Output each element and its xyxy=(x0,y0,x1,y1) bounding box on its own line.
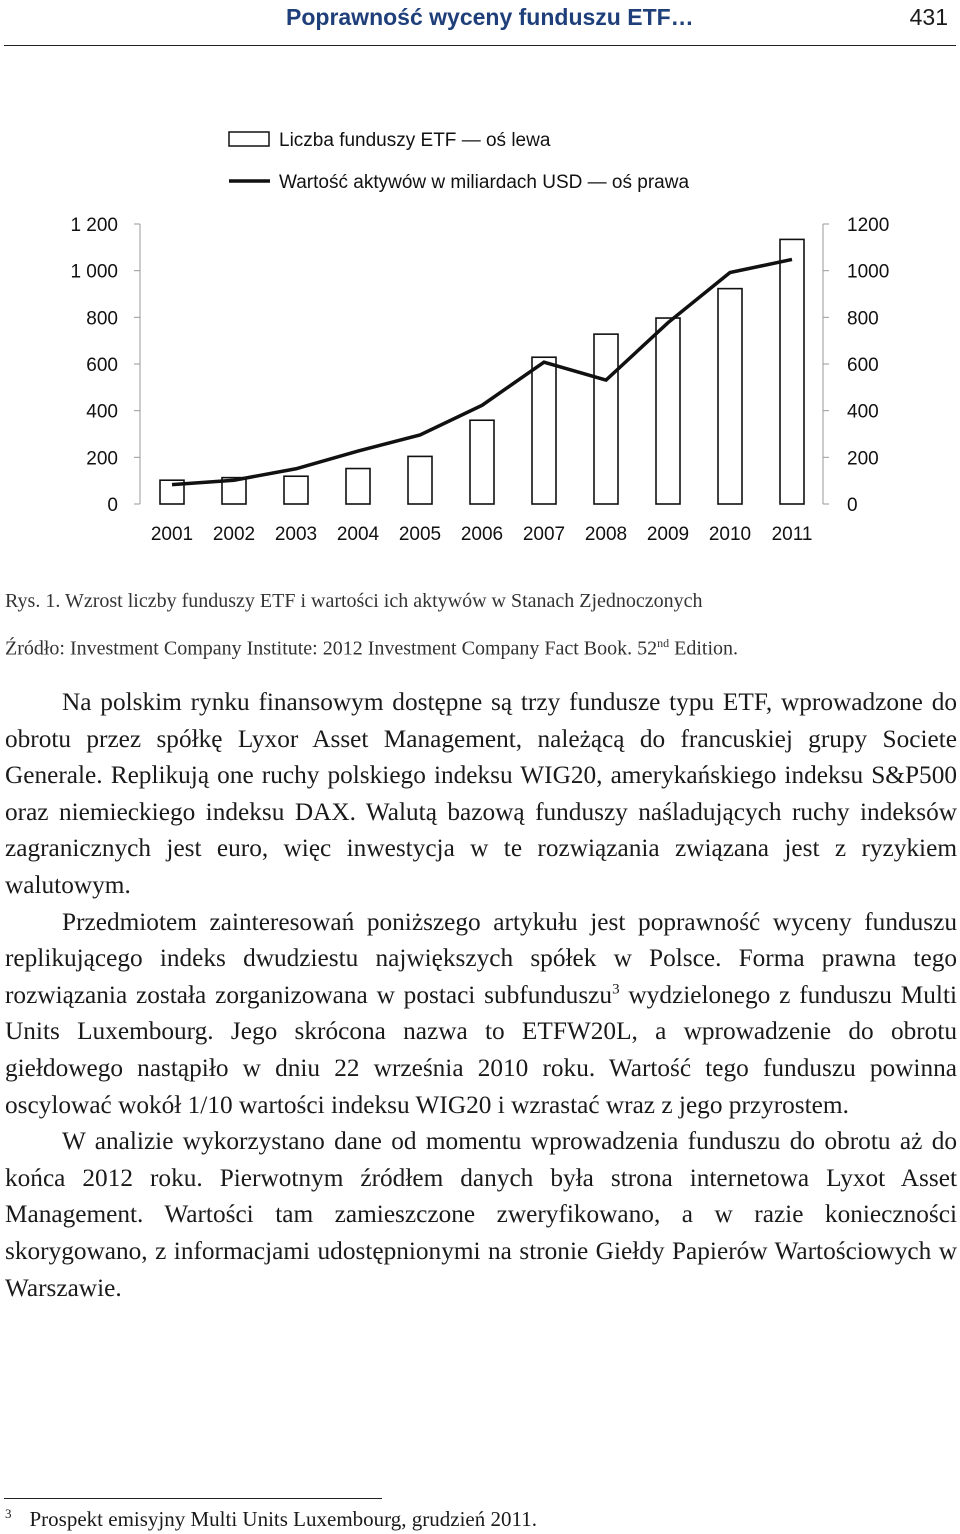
y-left-tick-label: 200 xyxy=(86,448,118,470)
running-title: Poprawność wyceny funduszu ETF… xyxy=(286,4,694,30)
y-left-tick-label: 400 xyxy=(86,401,118,423)
header-rule xyxy=(4,45,956,46)
body-text xyxy=(5,684,957,1306)
x-tick-label-2006: 2006 xyxy=(460,524,504,545)
y-right-tick-label: 1200 xyxy=(847,215,890,236)
footnote-marker: 3 xyxy=(5,1506,12,1521)
y-right-tick-label: 800 xyxy=(847,308,879,330)
legend-label-line: Wartość aktywów w miliardach USD — oś prawa xyxy=(279,172,690,193)
x-tick-label-2010: 2010 xyxy=(708,524,752,545)
page-number: 431 xyxy=(909,4,948,30)
x-tick-label-2007: 2007 xyxy=(522,524,566,545)
bar-2006 xyxy=(470,420,494,504)
y-right-tick-label: 1000 xyxy=(847,261,890,283)
chart-bars xyxy=(160,239,804,504)
bar-2011 xyxy=(780,239,804,504)
x-tick-labels xyxy=(151,524,813,545)
paragraph-2-part-a: Przedmiotem zainteresowań poniższego artykułu jest poprawność wyceny funduszu replikującego indeks dwudziestu największych spółek w Polsce. Forma prawna tego rozwiązania została zorganizowana w postaci subfunduszu xyxy=(5,907,957,1009)
bar-2008 xyxy=(594,334,618,504)
footnote xyxy=(5,1506,537,1532)
y-left-tick-label: 600 xyxy=(86,355,118,376)
x-tick-label-2002: 2002 xyxy=(212,524,256,545)
source-superscript: nd xyxy=(657,636,670,650)
paragraph-1: Na polskim rynku finansowym dostępne są trzy fundusze typu ETF, wprowadzone do obrotu przez spółkę Lyxor Asset Management, należącą do francuskiej grupy Societe Generale. Replikują one ruchy polskiego indeksu WIG20, amerykańskiego indeksu S&P500 oraz niemieckiego indeksu DAX. Walutą bazową funduszy naśladujących ruchy indeksów zagranicznych jest euro, więc inwestycja w te rozwiązania związana jest z ryzykiem walutowym. xyxy=(5,688,957,899)
y-left-tick-label: 1 200 xyxy=(70,215,118,236)
footnote-text: Prospekt emisyjny Multi Units Luxembourg, grudzień 2011. xyxy=(29,1507,537,1531)
y-right-tick-label: 400 xyxy=(847,401,879,423)
bar-2009 xyxy=(656,318,680,504)
bar-2005 xyxy=(408,456,432,504)
footnote-rule xyxy=(4,1498,382,1499)
y-left-tick-labels xyxy=(70,215,118,516)
legend-swatch-bars xyxy=(229,132,269,146)
x-tick-label-2005: 2005 xyxy=(398,524,442,545)
x-tick-label-2004: 2004 xyxy=(336,524,380,545)
paragraph-2 xyxy=(5,904,957,1124)
bar-2003 xyxy=(284,476,308,504)
y-left-tick-label: 1 000 xyxy=(70,261,118,283)
bar-2007 xyxy=(532,357,556,504)
figure-caption: Rys. 1. Wzrost liczby funduszy ETF i wartości ich aktywów w Stanach Zjednoczonych xyxy=(5,590,703,612)
y-right-tick-label: 200 xyxy=(847,448,879,470)
paragraph-2-part-b: wydzielonego z funduszu Multi Units Luxembourg. Jego skrócona nazwa to ETFW20L, a wprowadzenie do obrotu giełdowego nastąpiło w dniu 22 września 2010 roku. Wartość tego funduszu powinna oscylować wokół 1/10 wartości indeksu WIG20 i wzrastać wraz z jego przyrostem. xyxy=(5,980,958,1119)
y-left-tick-label: 0 xyxy=(107,495,118,516)
y-right-tick-label: 600 xyxy=(847,355,879,376)
y-right-tick-label: 0 xyxy=(847,495,858,516)
figure-source xyxy=(5,636,738,661)
x-tick-label-2003: 2003 xyxy=(274,524,318,545)
page-header xyxy=(0,0,960,46)
y-right-tick-labels xyxy=(847,215,889,516)
x-tick-label-2009: 2009 xyxy=(646,524,690,545)
etf-chart xyxy=(0,110,960,570)
source-suffix: Edition. xyxy=(669,637,739,660)
bar-2004 xyxy=(346,469,370,504)
chart-legend xyxy=(229,130,689,193)
footnote-ref: 3 xyxy=(612,981,620,998)
legend-label-bars: Liczba funduszy ETF — oś lewa xyxy=(279,130,551,151)
paragraph-3: W analizie wykorzystano dane od momentu wprowadzenia funduszu do obrotu aż do końca 2012 roku. Pierwotnym źródłem danych była strona internetowa Lyxot Asset Management. Wartości tam zamieszczone zweryfikowano, a w razie konieczności skorygowano, z informacjami udostępnionymi na stronie Giełdy Papierów Wartościowych w Warszawie. xyxy=(5,1127,957,1302)
bar-2010 xyxy=(718,289,742,504)
x-tick-label-2011: 2011 xyxy=(771,524,813,545)
y-left-tick-label: 800 xyxy=(86,308,118,330)
source-text: Źródło: Investment Company Institute: 2012 Investment Company Fact Book. 52 xyxy=(5,637,658,660)
x-tick-label-2001: 2001 xyxy=(150,524,194,545)
x-tick-label-2008: 2008 xyxy=(584,524,628,545)
